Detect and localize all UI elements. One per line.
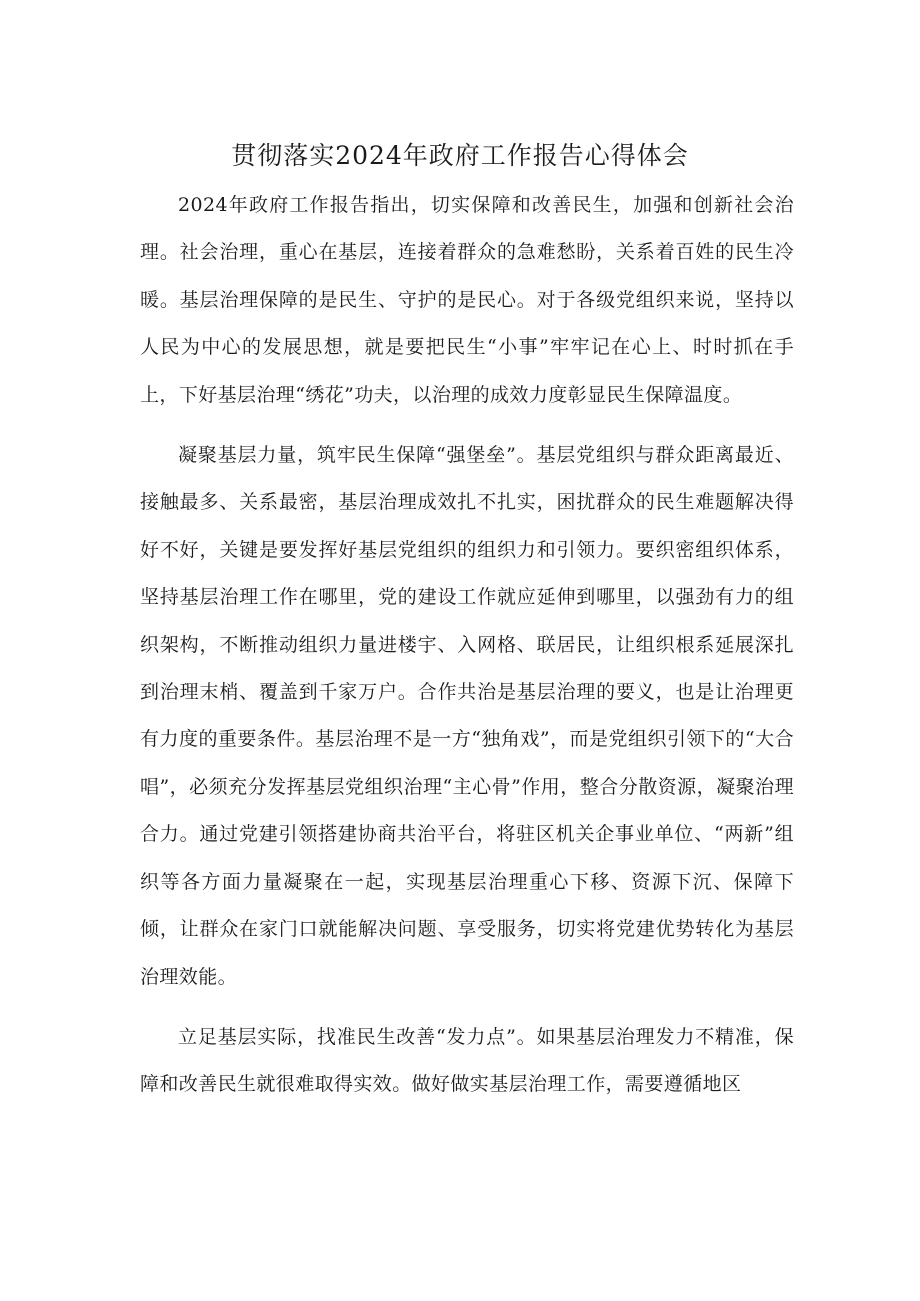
paragraph-1: 2024年政府工作报告指出，切实保障和改善民生，加强和创新社会治理。社会治理，重心在基层，连接着群众的急难愁盼，关系着百姓的民生冷暖。基层治理保障的是民生、守护的是民心。对于各级党组织来说，坚持以人民为中心的发展思想，就是要把民生“小事”牢牢记在心上、时时抓在手上，下好基层治理“绣花”功夫，以治理的成效力度彰显民生保障温度。 bbox=[140, 194, 794, 406]
paragraph-3: 立足基层实际，找准民生改善“发力点”。如果基层治理发力不精准，保障和改善民生就很难取得实效。做好做实基层治理工作，需要遵循地区 bbox=[140, 1025, 794, 1096]
document-title: 贯彻落实2024年政府工作报告心得体会 bbox=[231, 141, 689, 170]
document-body bbox=[140, 182, 794, 1109]
paragraph-2: 凝聚基层力量，筑牢民生保障“强堡垒”。基层党组织与群众距离最近、接触最多、关系最密，基层治理成效扎不扎实，困扰群众的民生难题解决得好不好，关键是要发挥好基层党组织的组织力和引领力。要织密组织体系，坚持基层治理工作在哪里，党的建设工作就应延伸到哪里，以强劲有力的组织架构，不断推动组织力量进楼宇、入网格、联居民，让组织根系延展深扎到治理末梢、覆盖到千家万户。合作共治是基层治理的要义，也是让治理更有力度的重要条件。基层治理不是一方“独角戏”，而是党组织引领下的“大合唱”，必须充分发挥基层党组织治理“主心骨”作用，整合分散资源，凝聚治理合力。通过党建引领搭建协商共治平台，将驻区机关企事业单位、“两新”组织等各方面力量凝聚在一起，实现基层治理重心下移、资源下沉、保障下倾，让群众在家门口就能解决问题、享受服务，切实将党建优势转化为基层治理效能。 bbox=[140, 444, 794, 988]
